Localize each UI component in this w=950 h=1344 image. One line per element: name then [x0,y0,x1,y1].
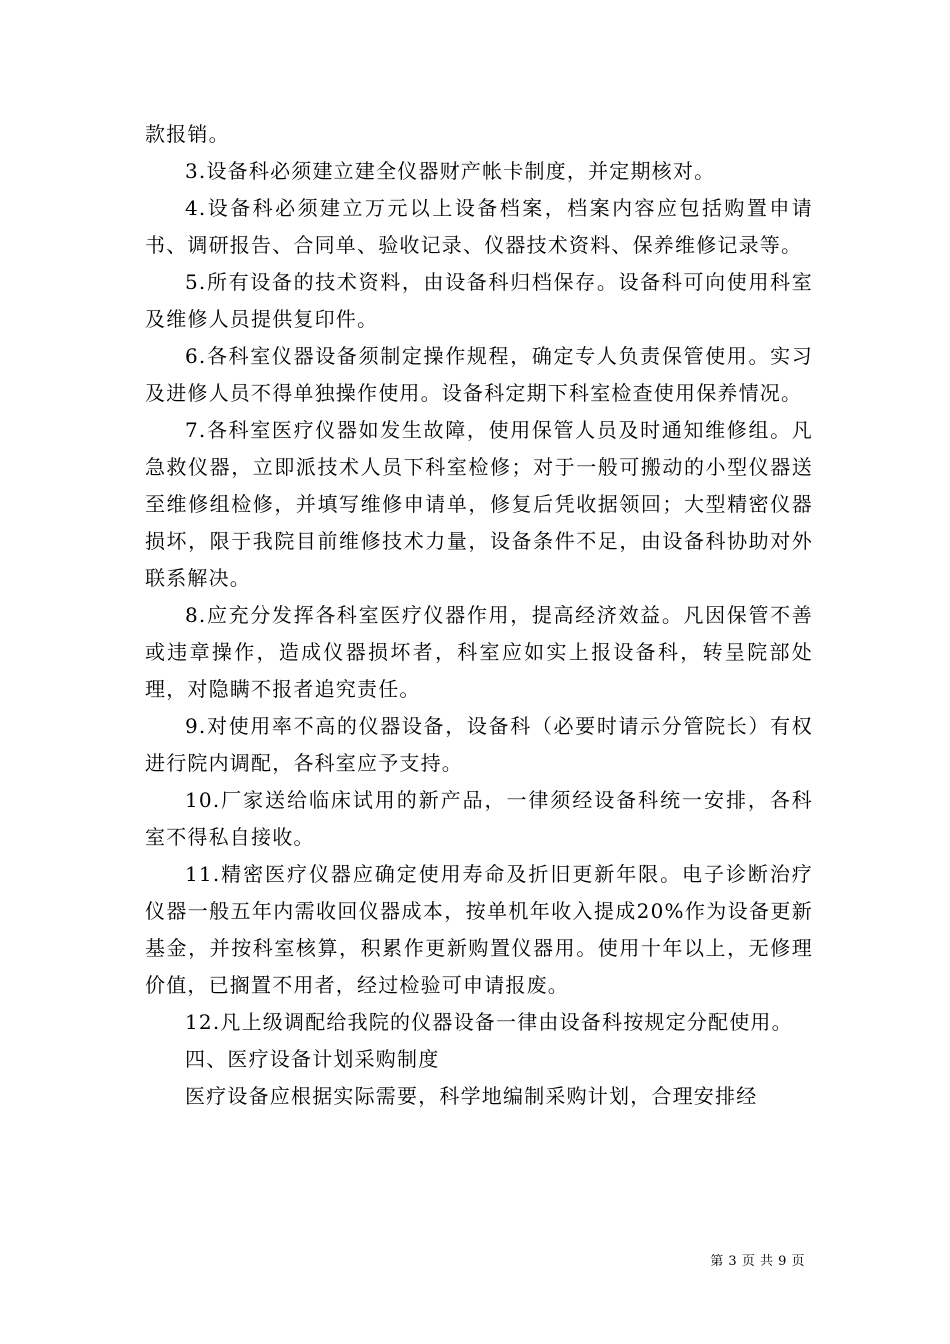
paragraph-item-4: 4.设备科必须建立万元以上设备档案，档案内容应包括购置申请书、调研报告、合同单、验收记录、仪器技术资料、保养维修记录等。 [145,196,813,257]
section-heading: 四、医疗设备计划采购制度 [185,1047,440,1071]
paragraph-item-12: 12.凡上级调配给我院的仪器设备一律由设备科按规定分配使用。 [185,1010,793,1034]
paragraph-continuation: 款报销。 [145,122,230,146]
paragraph-item-11: 11.精密医疗仪器应确定使用寿命及折旧更新年限。电子诊断治疗仪器一般五年内需收回仪器成本，按单机年收入提成20%作为设备更新基金，并按科室核算，积累作更新购置仪器用。使用十年以上，无修理价值，已搁置不用者，经过检验可申请报废。 [145,862,813,997]
document-body [145,116,813,1115]
paragraph-item-9: 9.对使用率不高的仪器设备，设备科（必要时请示分管院长）有权进行院内调配，各科室应予支持。 [145,714,813,775]
paragraph-item-10: 10.厂家送给临床试用的新产品，一律须经设备科统一安排，各科室不得私自接收。 [145,788,813,849]
paragraph-item-3: 3.设备科必须建立建全仪器财产帐卡制度，并定期核对。 [185,159,716,183]
paragraph-item-6: 6.各科室仪器设备须制定操作规程，确定专人负责保管使用。实习及进修人员不得单独操作使用。设备科定期下科室检查使用保养情况。 [145,344,813,405]
page-number: 第 3 页 共 9 页 [710,1254,805,1269]
paragraph-item-8: 8.应充分发挥各科室医疗仪器作用，提高经济效益。凡因保管不善或违章操作，造成仪器损坏者，科室应如实上报设备科，转呈院部处理，对隐瞒不报者追究责任。 [145,603,813,701]
paragraph-item-7: 7.各科室医疗仪器如发生故障，使用保管人员及时通知维修组。凡急救仪器，立即派技术人员下科室检修；对于一般可搬动的小型仪器送至维修组检修，并填写维修申请单，修复后凭收据领回；大型精密仪器损坏，限于我院目前维修技术力量，设备条件不足，由设备科协助对外联系解决。 [145,418,813,590]
paragraph-item-5: 5.所有设备的技术资料，由设备科归档保存。设备科可向使用科室及维修人员提供复印件。 [145,270,813,331]
paragraph-section-intro: 医疗设备应根据实际需要，科学地编制采购计划，合理安排经 [185,1084,758,1108]
